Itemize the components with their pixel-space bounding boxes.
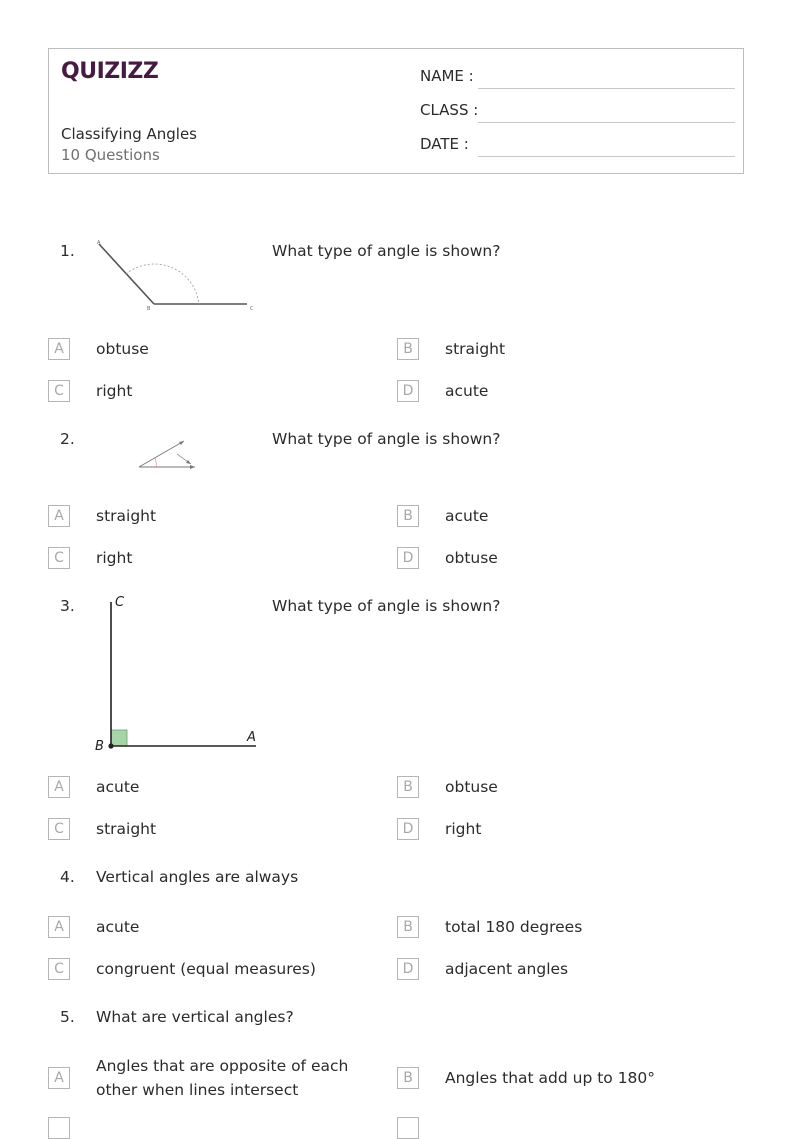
- question-2-number: 2.: [60, 430, 75, 448]
- q2-option-b-box[interactable]: B: [397, 505, 419, 527]
- quizizz-logo: QUIZIZZ: [61, 59, 159, 84]
- class-field[interactable]: [420, 101, 735, 123]
- date-field[interactable]: [420, 135, 735, 157]
- question-2-text: What type of angle is shown?: [272, 430, 501, 448]
- q4-option-b-box[interactable]: B: [397, 916, 419, 938]
- q3-option-a-box[interactable]: A: [48, 776, 70, 798]
- q3-option-d-text: right: [445, 820, 482, 838]
- class-label: CLASS :: [420, 101, 479, 119]
- q2-option-d-box[interactable]: D: [397, 547, 419, 569]
- q1-option-b-text: straight: [445, 340, 506, 358]
- question-3-right-angle-figure: [90, 592, 265, 757]
- question-count: 10 Questions: [61, 146, 160, 164]
- question-1-obtuse-angle-figure: [95, 238, 260, 313]
- q4-option-c-text: congruent (equal measures): [96, 960, 316, 978]
- q3-option-b-text: obtuse: [445, 778, 498, 796]
- class-line[interactable]: [478, 122, 735, 123]
- q3-option-b-box[interactable]: B: [397, 776, 419, 798]
- worksheet-header: [48, 48, 744, 174]
- name-field[interactable]: [420, 67, 735, 89]
- question-3-number: 3.: [60, 597, 75, 615]
- q3-option-a-text: acute: [96, 778, 140, 796]
- q4-option-c-box[interactable]: C: [48, 958, 70, 980]
- q3-option-c-box[interactable]: C: [48, 818, 70, 840]
- question-1-text: What type of angle is shown?: [272, 242, 501, 260]
- q5-option-b-text: Angles that add up to 180°: [445, 1069, 656, 1087]
- question-4-number: 4.: [60, 868, 75, 886]
- q1-option-a-text: obtuse: [96, 340, 149, 358]
- question-4-text: Vertical angles are always: [96, 868, 299, 886]
- q4-option-a-box[interactable]: A: [48, 916, 70, 938]
- q4-option-d-text: adjacent angles: [445, 960, 569, 978]
- q4-option-a-text: acute: [96, 918, 140, 936]
- question-3-text: What type of angle is shown?: [272, 597, 501, 615]
- question-5-number: 5.: [60, 1008, 75, 1026]
- q1-point-c: C: [250, 306, 254, 312]
- question-2-acute-angle-figure: [135, 434, 200, 474]
- name-line[interactable]: [478, 88, 735, 89]
- q5-option-d-box[interactable]: [397, 1117, 419, 1139]
- q1-point-a: A: [97, 240, 101, 246]
- q2-option-b-text: acute: [445, 507, 489, 525]
- q1-option-a-box[interactable]: A: [48, 338, 70, 360]
- q5-option-a-box[interactable]: A: [48, 1067, 70, 1089]
- q3-point-b: B: [95, 739, 104, 754]
- q3-option-c-text: straight: [96, 820, 157, 838]
- question-5-text: What are vertical angles?: [96, 1008, 294, 1026]
- q5-option-a-text: Angles that are opposite of each other when lines intersect: [96, 1057, 349, 1099]
- q2-option-c-box[interactable]: C: [48, 547, 70, 569]
- q1-option-d-text: acute: [445, 382, 489, 400]
- q2-option-a-text: straight: [96, 507, 157, 525]
- q3-point-a: A: [247, 730, 256, 745]
- q2-option-c-text: right: [96, 549, 133, 567]
- q5-option-b-box[interactable]: B: [397, 1067, 419, 1089]
- name-label: NAME :: [420, 67, 474, 85]
- worksheet-title: Classifying Angles: [61, 125, 197, 143]
- date-line[interactable]: [478, 156, 735, 157]
- q2-option-d-text: obtuse: [445, 549, 498, 567]
- q5-option-c-box[interactable]: [48, 1117, 70, 1139]
- q4-option-d-box[interactable]: D: [397, 958, 419, 980]
- q1-option-c-box[interactable]: C: [48, 380, 70, 402]
- q1-option-b-box[interactable]: B: [397, 338, 419, 360]
- question-1-number: 1.: [60, 242, 75, 260]
- q3-option-d-box[interactable]: D: [397, 818, 419, 840]
- q1-option-c-text: right: [96, 382, 133, 400]
- q3-point-c: C: [115, 595, 125, 610]
- q1-option-d-box[interactable]: D: [397, 380, 419, 402]
- q4-option-b-text: total 180 degrees: [445, 918, 583, 936]
- q1-point-b: B: [147, 306, 151, 312]
- q2-option-a-box[interactable]: A: [48, 505, 70, 527]
- date-label: DATE :: [420, 135, 469, 153]
